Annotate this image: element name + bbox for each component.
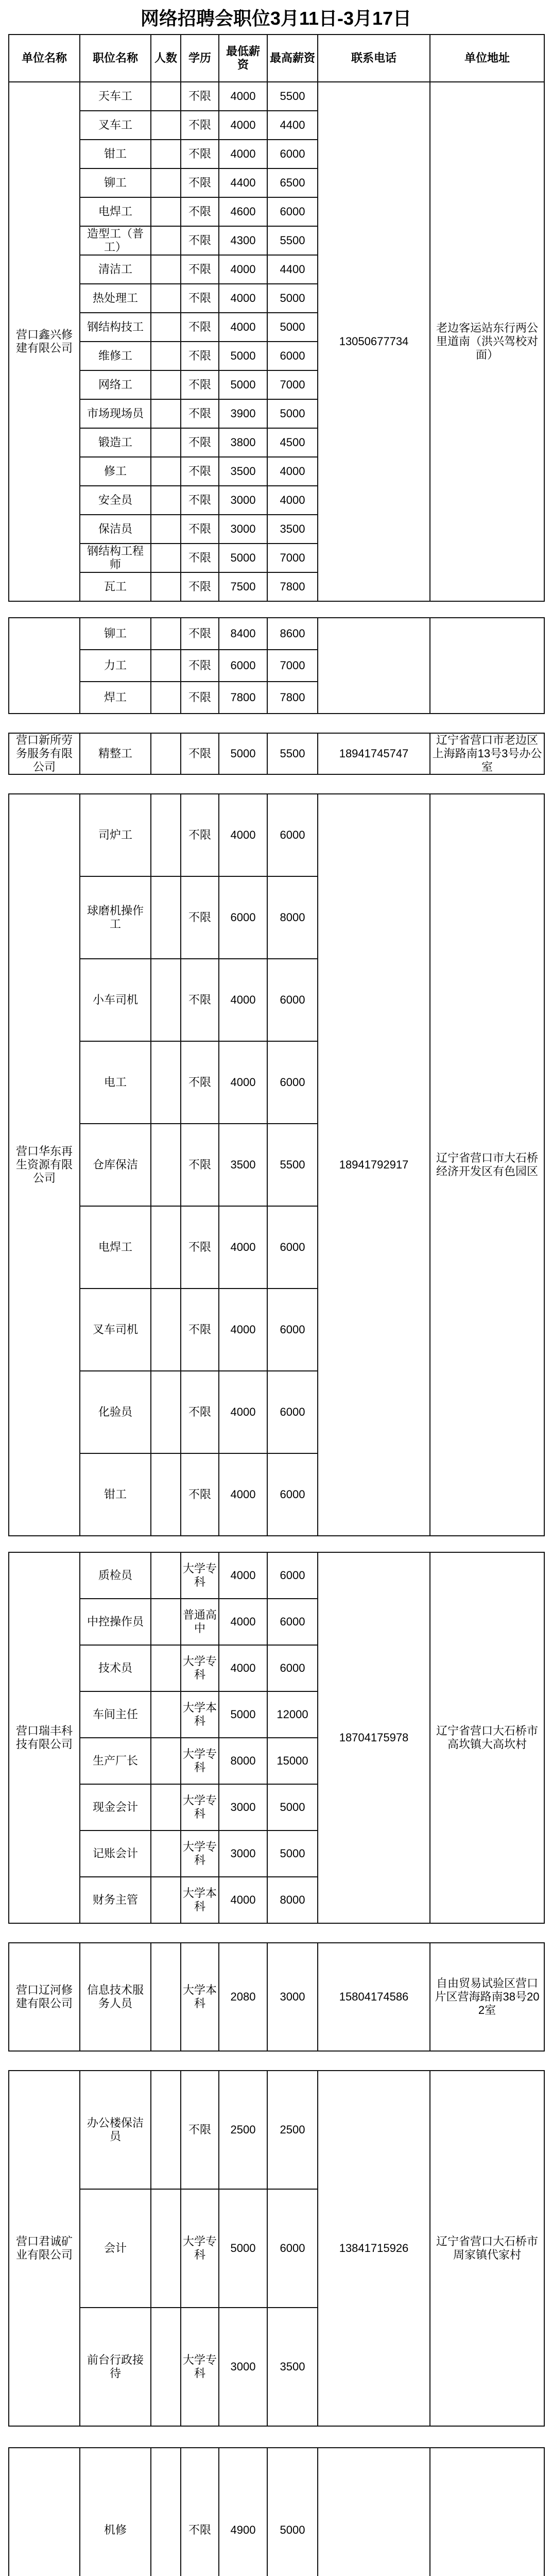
max-salary: 2500 <box>267 2071 318 2189</box>
education-level: 不限 <box>181 794 219 876</box>
position-name: 中控操作员 <box>80 1599 151 1645</box>
max-salary: 5500 <box>267 82 318 111</box>
job-row <box>9 1552 544 1599</box>
education-level: 不限 <box>181 876 219 959</box>
company-address <box>430 618 544 714</box>
contact-phone: 13841715926 <box>318 2071 430 2426</box>
min-salary: 4600 <box>219 197 267 226</box>
education-level: 大学专科 <box>181 1645 219 1691</box>
headcount <box>151 1206 181 1289</box>
max-salary: 4000 <box>267 457 318 486</box>
min-salary: 4000 <box>219 1645 267 1691</box>
headcount <box>151 733 181 774</box>
education-level: 大学专科 <box>181 1738 219 1784</box>
page-title: 网络招聘会职位3月11日-3月17日 <box>140 8 412 29</box>
company-name: 营口新所劳务服务有限公司 <box>9 733 80 774</box>
position-name: 保洁员 <box>80 515 151 544</box>
headcount <box>151 1289 181 1371</box>
position-name: 机修 <box>80 2448 151 2576</box>
max-salary: 6000 <box>267 1453 318 1536</box>
max-salary: 6000 <box>267 1041 318 1124</box>
position-name: 电焊工 <box>80 1206 151 1289</box>
position-name: 维修工 <box>80 342 151 370</box>
min-salary: 4000 <box>219 1877 267 1923</box>
position-name: 办公楼保洁员 <box>80 2071 151 2189</box>
education-level: 不限 <box>181 111 219 140</box>
header-company: 单位名称 <box>9 35 80 82</box>
position-name: 网络工 <box>80 370 151 399</box>
education-level: 不限 <box>181 313 219 342</box>
max-salary: 6000 <box>267 1289 318 1371</box>
education-level: 不限 <box>181 1041 219 1124</box>
headcount <box>151 1552 181 1599</box>
min-salary: 4900 <box>219 2448 267 2576</box>
header-position: 职位名称 <box>80 35 151 82</box>
position-name: 电工 <box>80 1041 151 1124</box>
position-name: 瓦工 <box>80 572 151 601</box>
min-salary: 3900 <box>219 399 267 428</box>
position-name: 修工 <box>80 457 151 486</box>
position-name: 钢结构技工 <box>80 313 151 342</box>
job-row <box>9 82 544 111</box>
contact-phone: 15804174586 <box>318 1943 430 2051</box>
company-address: 老边客运站东行两公里道南（洪兴驾校对面） <box>430 82 544 601</box>
education-level: 不限 <box>181 457 219 486</box>
min-salary: 6000 <box>219 876 267 959</box>
headcount <box>151 2189 181 2308</box>
headcount <box>151 1371 181 1453</box>
min-salary: 4400 <box>219 168 267 197</box>
headcount <box>151 959 181 1041</box>
education-level: 不限 <box>181 140 219 168</box>
job-row <box>9 618 544 650</box>
education-level: 不限 <box>181 226 219 255</box>
job-row <box>9 794 544 876</box>
education-level: 不限 <box>181 197 219 226</box>
max-salary: 5500 <box>267 226 318 255</box>
min-salary: 2080 <box>219 1943 267 2051</box>
education-level: 不限 <box>181 342 219 370</box>
max-salary: 3500 <box>267 515 318 544</box>
headcount <box>151 2448 181 2576</box>
headcount <box>151 168 181 197</box>
headcount <box>151 226 181 255</box>
position-name: 生产厂长 <box>80 1738 151 1784</box>
education-level: 大学本科 <box>181 1943 219 2051</box>
group-separator <box>9 774 544 794</box>
min-salary: 6000 <box>219 650 267 682</box>
position-name: 电焊工 <box>80 197 151 226</box>
min-salary: 4000 <box>219 284 267 313</box>
education-level: 大学专科 <box>181 2189 219 2308</box>
company-address: 辽宁省营口市大石桥经济开发区有色园区 <box>430 794 544 1536</box>
company-name: 营口鑫兴修建有限公司 <box>9 82 80 601</box>
max-salary: 6000 <box>267 197 318 226</box>
min-salary: 4000 <box>219 959 267 1041</box>
headcount <box>151 2308 181 2426</box>
headcount <box>151 1784 181 1831</box>
education-level: 不限 <box>181 650 219 682</box>
company-address: 辽宁省营口市老边区上海路南13号3号办公室 <box>430 733 544 774</box>
education-level: 不限 <box>181 168 219 197</box>
max-salary: 6000 <box>267 959 318 1041</box>
position-name: 车间主任 <box>80 1691 151 1738</box>
header-phone: 联系电话 <box>318 35 430 82</box>
max-salary: 5500 <box>267 1124 318 1206</box>
position-name: 钳工 <box>80 140 151 168</box>
min-salary: 4000 <box>219 255 267 284</box>
education-level: 不限 <box>181 82 219 111</box>
education-level: 不限 <box>181 486 219 515</box>
max-salary: 6000 <box>267 1599 318 1645</box>
min-salary: 4000 <box>219 1206 267 1289</box>
job-row <box>9 2448 544 2576</box>
position-name: 现金会计 <box>80 1784 151 1831</box>
headcount <box>151 428 181 457</box>
job-row <box>9 1943 544 2051</box>
separator-cell <box>9 1536 544 1552</box>
position-name: 会计 <box>80 2189 151 2308</box>
education-level: 大学专科 <box>181 1784 219 1831</box>
company-address <box>430 2448 544 2576</box>
max-salary: 5000 <box>267 2448 318 2576</box>
min-salary: 3000 <box>219 515 267 544</box>
company-name: 营口辽河修建有限公司 <box>9 1943 80 2051</box>
education-level: 不限 <box>181 1453 219 1536</box>
headcount <box>151 1041 181 1124</box>
max-salary: 7800 <box>267 572 318 601</box>
company-name <box>9 2448 80 2576</box>
education-level: 不限 <box>181 572 219 601</box>
max-salary: 4500 <box>267 428 318 457</box>
education-level: 不限 <box>181 959 219 1041</box>
max-salary: 5000 <box>267 1831 318 1877</box>
min-salary: 5000 <box>219 2189 267 2308</box>
headcount <box>151 140 181 168</box>
max-salary: 5500 <box>267 733 318 774</box>
position-name: 质检员 <box>80 1552 151 1599</box>
headcount <box>151 486 181 515</box>
education-level: 不限 <box>181 1371 219 1453</box>
max-salary: 8000 <box>267 876 318 959</box>
max-salary: 3000 <box>267 1943 318 2051</box>
job-row <box>9 733 544 774</box>
separator-cell <box>9 2426 544 2448</box>
max-salary: 6000 <box>267 2189 318 2308</box>
max-salary: 6000 <box>267 1645 318 1691</box>
max-salary: 7000 <box>267 544 318 572</box>
position-name: 司炉工 <box>80 794 151 876</box>
education-level: 不限 <box>181 255 219 284</box>
job-row <box>9 2071 544 2189</box>
position-name: 铆工 <box>80 618 151 650</box>
headcount <box>151 457 181 486</box>
header-education: 学历 <box>181 35 219 82</box>
education-level: 不限 <box>181 428 219 457</box>
group-separator <box>9 2426 544 2448</box>
min-salary: 8000 <box>219 1738 267 1784</box>
min-salary: 4000 <box>219 82 267 111</box>
max-salary: 6000 <box>267 1552 318 1599</box>
education-level: 不限 <box>181 618 219 650</box>
max-salary: 3500 <box>267 2308 318 2426</box>
headcount <box>151 255 181 284</box>
company-name: 营口瑞丰科技有限公司 <box>9 1552 80 1923</box>
separator-cell <box>9 774 544 794</box>
header-address: 单位地址 <box>430 35 544 82</box>
group-separator <box>9 601 544 618</box>
max-salary: 5000 <box>267 284 318 313</box>
max-salary: 4400 <box>267 111 318 140</box>
min-salary: 7500 <box>219 572 267 601</box>
min-salary: 4000 <box>219 1041 267 1124</box>
headcount <box>151 1877 181 1923</box>
headcount <box>151 544 181 572</box>
headcount <box>151 1738 181 1784</box>
min-salary: 5000 <box>219 342 267 370</box>
header-max-salary: 最高薪资 <box>267 35 318 82</box>
min-salary: 4000 <box>219 794 267 876</box>
education-level: 不限 <box>181 2071 219 2189</box>
min-salary: 3000 <box>219 1784 267 1831</box>
position-name: 信息技术服务人员 <box>80 1943 151 2051</box>
headcount <box>151 1124 181 1206</box>
max-salary: 7000 <box>267 370 318 399</box>
education-level: 大学本科 <box>181 1877 219 1923</box>
jobs-table <box>8 34 545 2576</box>
header-count: 人数 <box>151 35 181 82</box>
position-name: 仓库保洁 <box>80 1124 151 1206</box>
min-salary: 5000 <box>219 544 267 572</box>
max-salary: 15000 <box>267 1738 318 1784</box>
headcount <box>151 342 181 370</box>
position-name: 锻造工 <box>80 428 151 457</box>
group-separator <box>9 1536 544 1552</box>
education-level: 不限 <box>181 399 219 428</box>
headcount <box>151 650 181 682</box>
max-salary: 8000 <box>267 1877 318 1923</box>
headcount <box>151 876 181 959</box>
headcount <box>151 515 181 544</box>
separator-cell <box>9 601 544 618</box>
company-address: 自由贸易试验区营口片区营海路南38号202室 <box>430 1943 544 2051</box>
min-salary: 4000 <box>219 1599 267 1645</box>
company-address: 辽宁省营口大石桥市高坎镇大高坎村 <box>430 1552 544 1923</box>
company-address: 辽宁省营口大石桥市周家镇代家村 <box>430 2071 544 2426</box>
headcount <box>151 1599 181 1645</box>
position-name: 钳工 <box>80 1453 151 1536</box>
headcount <box>151 370 181 399</box>
min-salary: 4000 <box>219 140 267 168</box>
max-salary: 6000 <box>267 1371 318 1453</box>
position-name: 化验员 <box>80 1371 151 1453</box>
min-salary: 4000 <box>219 1453 267 1536</box>
contact-phone: 18941792917 <box>318 794 430 1536</box>
headcount <box>151 1831 181 1877</box>
min-salary: 5000 <box>219 733 267 774</box>
max-salary: 5000 <box>267 313 318 342</box>
group-separator <box>9 1923 544 1943</box>
separator-cell <box>9 714 544 733</box>
headcount <box>151 1943 181 2051</box>
min-salary: 4000 <box>219 1371 267 1453</box>
min-salary: 3000 <box>219 1831 267 1877</box>
min-salary: 3800 <box>219 428 267 457</box>
education-level: 大学专科 <box>181 2308 219 2426</box>
education-level: 大学专科 <box>181 1831 219 1877</box>
max-salary: 4400 <box>267 255 318 284</box>
education-level: 不限 <box>181 1124 219 1206</box>
max-salary: 5000 <box>267 1784 318 1831</box>
position-name: 球磨机操作工 <box>80 876 151 959</box>
position-name: 小车司机 <box>80 959 151 1041</box>
position-name: 技术员 <box>80 1645 151 1691</box>
group-separator <box>9 2051 544 2071</box>
min-salary: 3000 <box>219 2308 267 2426</box>
company-name: 营口华东再生资源有限公司 <box>9 794 80 1536</box>
group-separator <box>9 714 544 733</box>
max-salary: 6000 <box>267 1206 318 1289</box>
min-salary: 5000 <box>219 1691 267 1738</box>
min-salary: 8400 <box>219 618 267 650</box>
min-salary: 4000 <box>219 1289 267 1371</box>
header-min-salary: 最低薪资 <box>219 35 267 82</box>
education-level: 大学本科 <box>181 1691 219 1738</box>
min-salary: 5000 <box>219 370 267 399</box>
min-salary: 3500 <box>219 457 267 486</box>
headcount <box>151 399 181 428</box>
headcount <box>151 2071 181 2189</box>
education-level: 不限 <box>181 370 219 399</box>
education-level: 不限 <box>181 544 219 572</box>
headcount <box>151 618 181 650</box>
education-level: 不限 <box>181 515 219 544</box>
position-name: 钢结构工程师 <box>80 544 151 572</box>
company-name <box>9 618 80 714</box>
position-name: 叉车司机 <box>80 1289 151 1371</box>
contact-phone: 13050677734 <box>318 82 430 601</box>
education-level: 不限 <box>181 284 219 313</box>
headcount <box>151 1691 181 1738</box>
headcount <box>151 1453 181 1536</box>
min-salary: 4300 <box>219 226 267 255</box>
headcount <box>151 572 181 601</box>
position-name: 天车工 <box>80 82 151 111</box>
education-level: 不限 <box>181 1206 219 1289</box>
position-name: 市场现场员 <box>80 399 151 428</box>
position-name: 清洁工 <box>80 255 151 284</box>
position-name: 财务主管 <box>80 1877 151 1923</box>
headcount <box>151 794 181 876</box>
max-salary: 12000 <box>267 1691 318 1738</box>
max-salary: 5000 <box>267 399 318 428</box>
separator-cell <box>9 1923 544 1943</box>
max-salary: 7000 <box>267 650 318 682</box>
headcount <box>151 1645 181 1691</box>
headcount <box>151 82 181 111</box>
position-name: 叉车工 <box>80 111 151 140</box>
max-salary: 8600 <box>267 618 318 650</box>
contact-phone: 18704175978 <box>318 1552 430 1923</box>
position-name: 铆工 <box>80 168 151 197</box>
education-level: 大学专科 <box>181 1552 219 1599</box>
separator-cell <box>9 2051 544 2071</box>
max-salary: 6000 <box>267 342 318 370</box>
contact-phone <box>318 618 430 714</box>
max-salary: 6000 <box>267 140 318 168</box>
position-name: 造型工（普工） <box>80 226 151 255</box>
headcount <box>151 313 181 342</box>
min-salary: 7800 <box>219 682 267 714</box>
position-name: 力工 <box>80 650 151 682</box>
max-salary: 7800 <box>267 682 318 714</box>
min-salary: 4000 <box>219 1552 267 1599</box>
min-salary: 2500 <box>219 2071 267 2189</box>
contact-phone <box>318 2448 430 2576</box>
max-salary: 6000 <box>267 794 318 876</box>
position-name: 精整工 <box>80 733 151 774</box>
education-level: 普通高中 <box>181 1599 219 1645</box>
header-row <box>9 35 544 82</box>
contact-phone: 18941745747 <box>318 733 430 774</box>
max-salary: 6500 <box>267 168 318 197</box>
headcount <box>151 197 181 226</box>
position-name: 热处理工 <box>80 284 151 313</box>
min-salary: 3500 <box>219 1124 267 1206</box>
headcount <box>151 284 181 313</box>
min-salary: 3000 <box>219 486 267 515</box>
position-name: 记账会计 <box>80 1831 151 1877</box>
job-fair-sheet <box>8 3 544 2576</box>
education-level: 不限 <box>181 1289 219 1371</box>
education-level: 不限 <box>181 682 219 714</box>
education-level: 不限 <box>181 2448 219 2576</box>
position-name: 前台行政接待 <box>80 2308 151 2426</box>
headcount <box>151 111 181 140</box>
company-name: 营口君诚矿业有限公司 <box>9 2071 80 2426</box>
headcount <box>151 682 181 714</box>
max-salary: 4000 <box>267 486 318 515</box>
education-level: 不限 <box>181 733 219 774</box>
min-salary: 4000 <box>219 313 267 342</box>
position-name: 安全员 <box>80 486 151 515</box>
min-salary: 4000 <box>219 111 267 140</box>
position-name: 焊工 <box>80 682 151 714</box>
